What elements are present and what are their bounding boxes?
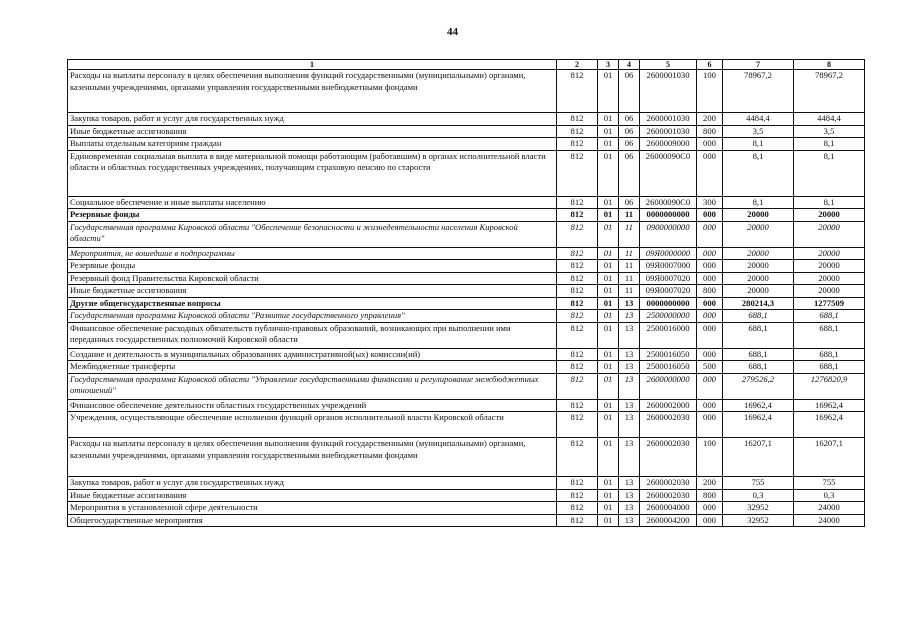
target-code: 0900000000: [640, 221, 697, 247]
admin-code: 812: [557, 348, 598, 361]
row-name: Закупка товаров, работ и услуг для государственных нужд: [68, 477, 557, 490]
section-code: 01: [598, 477, 619, 490]
expense-type: 000: [697, 272, 723, 285]
expense-type: 000: [697, 247, 723, 260]
section-code: 01: [598, 221, 619, 247]
section-code: 01: [598, 209, 619, 222]
amount-plan: 32952: [723, 502, 794, 515]
section-code: 01: [598, 70, 619, 113]
table-row: [68, 196, 865, 209]
expense-type: 100: [697, 438, 723, 477]
amount-plan: 280214,3: [723, 297, 794, 310]
subsection-code: 11: [619, 260, 640, 273]
target-code: 09Я0007000: [640, 260, 697, 273]
column-header: 3: [598, 60, 619, 70]
amount-plan: 20000: [723, 247, 794, 260]
subsection-code: 11: [619, 247, 640, 260]
amount-plan: 20000: [723, 285, 794, 298]
subsection-code: 13: [619, 412, 640, 438]
target-code: 0000000000: [640, 209, 697, 222]
amount-plan: 16962,4: [723, 399, 794, 412]
section-code: 01: [598, 399, 619, 412]
amount-plan: 8,1: [723, 196, 794, 209]
expense-type: 000: [697, 221, 723, 247]
expense-type: 800: [697, 125, 723, 138]
row-name: Социальное обеспечение и иные выплаты населению: [68, 196, 557, 209]
row-name: Государственная программа Кировской области "Развитие государственного управления": [68, 310, 557, 323]
section-code: 01: [598, 138, 619, 151]
table-row: [68, 285, 865, 298]
amount-plan-next: 1277509: [794, 297, 865, 310]
column-header: 6: [697, 60, 723, 70]
amount-plan-next: 688,1: [794, 322, 865, 348]
admin-code: 812: [557, 399, 598, 412]
target-code: 0000000000: [640, 297, 697, 310]
admin-code: 812: [557, 310, 598, 323]
amount-plan-next: 16962,4: [794, 412, 865, 438]
section-code: 01: [598, 502, 619, 515]
table-row: [68, 361, 865, 374]
admin-code: 812: [557, 361, 598, 374]
column-header: 2: [557, 60, 598, 70]
subsection-code: 13: [619, 310, 640, 323]
section-code: 01: [598, 297, 619, 310]
target-code: 2500016050: [640, 348, 697, 361]
header-row: [68, 60, 865, 70]
target-code: 09Я0007020: [640, 285, 697, 298]
subsection-code: 11: [619, 285, 640, 298]
expense-type: 000: [697, 150, 723, 196]
target-code: 2600001030: [640, 113, 697, 126]
section-code: 01: [598, 514, 619, 527]
column-header: 7: [723, 60, 794, 70]
column-header: 8: [794, 60, 865, 70]
admin-code: 812: [557, 221, 598, 247]
section-code: 01: [598, 322, 619, 348]
subsection-code: 06: [619, 138, 640, 151]
table-row: [68, 70, 865, 113]
target-code: 09Я0007020: [640, 272, 697, 285]
budget-table: [67, 59, 865, 527]
amount-plan-next: 16207,1: [794, 438, 865, 477]
expense-type: 000: [697, 412, 723, 438]
section-code: 01: [598, 361, 619, 374]
admin-code: 812: [557, 373, 598, 399]
target-code: 2600004200: [640, 514, 697, 527]
subsection-code: 11: [619, 209, 640, 222]
subsection-code: 06: [619, 150, 640, 196]
table-row: [68, 373, 865, 399]
admin-code: 812: [557, 209, 598, 222]
amount-plan-next: 16962,4: [794, 399, 865, 412]
subsection-code: 13: [619, 399, 640, 412]
table-row: [68, 272, 865, 285]
target-code: 2600001030: [640, 125, 697, 138]
amount-plan: 755: [723, 477, 794, 490]
row-name: Резервный фонд Правительства Кировской области: [68, 272, 557, 285]
section-code: 01: [598, 272, 619, 285]
amount-plan: 688,1: [723, 322, 794, 348]
section-code: 01: [598, 260, 619, 273]
target-code: 2500016050: [640, 361, 697, 374]
subsection-code: 13: [619, 477, 640, 490]
subsection-code: 13: [619, 514, 640, 527]
row-name: Другие общегосударственные вопросы: [68, 297, 557, 310]
amount-plan-next: 20000: [794, 221, 865, 247]
row-name: Учреждения, осуществляющие обеспечение исполнения функций органов исполнительной власти Кировской области: [68, 412, 557, 438]
table-row: [68, 113, 865, 126]
amount-plan: 0,3: [723, 489, 794, 502]
expense-type: 000: [697, 322, 723, 348]
row-name: Государственная программа Кировской области "Управление государственными финансами и регулирование межбюджетных отношений": [68, 373, 557, 399]
expense-type: 100: [697, 70, 723, 113]
admin-code: 812: [557, 113, 598, 126]
subsection-code: 13: [619, 322, 640, 348]
expense-type: 000: [697, 138, 723, 151]
amount-plan-next: 20000: [794, 272, 865, 285]
expense-type: 000: [697, 260, 723, 273]
column-header: 4: [619, 60, 640, 70]
amount-plan: 8,1: [723, 138, 794, 151]
expense-type: 800: [697, 489, 723, 502]
amount-plan: 32952: [723, 514, 794, 527]
target-code: 2600000000: [640, 373, 697, 399]
section-code: 01: [598, 125, 619, 138]
amount-plan-next: 755: [794, 477, 865, 490]
row-name: Мероприятия в установленной сфере деятельности: [68, 502, 557, 515]
amount-plan: 20000: [723, 209, 794, 222]
amount-plan-next: 8,1: [794, 196, 865, 209]
subsection-code: 06: [619, 70, 640, 113]
target-code: 2500000000: [640, 310, 697, 323]
amount-plan-next: 20000: [794, 285, 865, 298]
table-body: [68, 70, 865, 527]
table-row: [68, 260, 865, 273]
column-header: 5: [640, 60, 697, 70]
expense-type: 000: [697, 373, 723, 399]
admin-code: 812: [557, 322, 598, 348]
row-name: Расходы на выплаты персоналу в целях обеспечения выполнения функций государственными (муниципальными) органами, казенными учреждениями, органами управления государственными внебюджетными фондами: [68, 438, 557, 477]
admin-code: 812: [557, 150, 598, 196]
table-row: [68, 221, 865, 247]
target-code: 2600002030: [640, 477, 697, 490]
amount-plan-next: 688,1: [794, 310, 865, 323]
subsection-code: 13: [619, 348, 640, 361]
row-name: Государственная программа Кировской области "Обеспечение безопасности и жизнедеятельности населения Кировской области": [68, 221, 557, 247]
section-code: 01: [598, 285, 619, 298]
row-name: Мероприятия, не вошедшие в подпрограммы: [68, 247, 557, 260]
amount-plan: 78967,2: [723, 70, 794, 113]
subsection-code: 13: [619, 489, 640, 502]
row-name: Создание и деятельность в муниципальных образованиях административной(ых) комиссии(ий): [68, 348, 557, 361]
admin-code: 812: [557, 489, 598, 502]
table-row: [68, 477, 865, 490]
amount-plan: 279526,2: [723, 373, 794, 399]
amount-plan: 3,5: [723, 125, 794, 138]
row-name: Закупка товаров, работ и услуг для государственных нужд: [68, 113, 557, 126]
target-code: 2600002030: [640, 489, 697, 502]
expense-type: 000: [697, 514, 723, 527]
admin-code: 812: [557, 285, 598, 298]
admin-code: 812: [557, 502, 598, 515]
table-row: [68, 348, 865, 361]
table-row: [68, 412, 865, 438]
admin-code: 812: [557, 70, 598, 113]
amount-plan-next: 78967,2: [794, 70, 865, 113]
table-row: [68, 322, 865, 348]
page-number: 44: [447, 26, 458, 38]
table-row: [68, 297, 865, 310]
amount-plan-next: 20000: [794, 209, 865, 222]
admin-code: 812: [557, 514, 598, 527]
admin-code: 812: [557, 138, 598, 151]
table-row: [68, 310, 865, 323]
table-row: [68, 247, 865, 260]
target-code: 2600009000: [640, 138, 697, 151]
expense-type: 000: [697, 399, 723, 412]
amount-plan: 688,1: [723, 348, 794, 361]
column-header: 1: [68, 60, 557, 70]
amount-plan-next: 20000: [794, 247, 865, 260]
target-code: 26000090С0: [640, 196, 697, 209]
amount-plan-next: 8,1: [794, 138, 865, 151]
amount-plan-next: 24000: [794, 502, 865, 515]
target-code: 09Я0000000: [640, 247, 697, 260]
amount-plan-next: 20000: [794, 260, 865, 273]
expense-type: 000: [697, 310, 723, 323]
table-row: [68, 514, 865, 527]
amount-plan: 20000: [723, 260, 794, 273]
row-name: Иные бюджетные ассигнования: [68, 285, 557, 298]
amount-plan-next: 4484,4: [794, 113, 865, 126]
admin-code: 812: [557, 125, 598, 138]
subsection-code: 13: [619, 361, 640, 374]
section-code: 01: [598, 412, 619, 438]
amount-plan: 688,1: [723, 310, 794, 323]
expense-type: 000: [697, 297, 723, 310]
subsection-code: 13: [619, 438, 640, 477]
target-code: 2600002000: [640, 399, 697, 412]
amount-plan: 4484,4: [723, 113, 794, 126]
subsection-code: 11: [619, 221, 640, 247]
row-name: Финансовое обеспечение расходных обязательств публично-правовых образований, возникающих при выполнении ими переданных государственных полномочий Кировской области: [68, 322, 557, 348]
table-row: [68, 438, 865, 477]
section-code: 01: [598, 196, 619, 209]
row-name: Единовременная социальная выплата в виде материальной помощи работающим (работавшим) в органах исполнительной власти области и областных государственных учреждениях, получающим страховую пенсию по старости: [68, 150, 557, 196]
amount-plan-next: 0,3: [794, 489, 865, 502]
section-code: 01: [598, 113, 619, 126]
admin-code: 812: [557, 438, 598, 477]
table-row: [68, 125, 865, 138]
row-name: Резервные фонды: [68, 209, 557, 222]
section-code: 01: [598, 348, 619, 361]
row-name: Общегосударственные мероприятия: [68, 514, 557, 527]
subsection-code: 06: [619, 125, 640, 138]
section-code: 01: [598, 489, 619, 502]
table-row: [68, 150, 865, 196]
amount-plan-next: 1276820,9: [794, 373, 865, 399]
row-name: Иные бюджетные ассигнования: [68, 125, 557, 138]
amount-plan: 20000: [723, 221, 794, 247]
section-code: 01: [598, 438, 619, 477]
subsection-code: 13: [619, 373, 640, 399]
target-code: 2600001030: [640, 70, 697, 113]
amount-plan-next: 688,1: [794, 361, 865, 374]
row-name: Расходы на выплаты персоналу в целях обеспечения выполнения функций государственными (муниципальными) органами, казенными учреждениями, органами управления государственными внебюджетными фондами: [68, 70, 557, 113]
row-name: Выплаты отдельным категориям граждан: [68, 138, 557, 151]
row-name: Иные бюджетные ассигнования: [68, 489, 557, 502]
expense-type: 200: [697, 113, 723, 126]
section-code: 01: [598, 150, 619, 196]
expense-type: 000: [697, 209, 723, 222]
row-name: Финансовое обеспечение деятельности областных государственных учреждений: [68, 399, 557, 412]
table-row: [68, 399, 865, 412]
amount-plan: 16962,4: [723, 412, 794, 438]
admin-code: 812: [557, 412, 598, 438]
subsection-code: 13: [619, 502, 640, 515]
expense-type: 500: [697, 361, 723, 374]
amount-plan: 20000: [723, 272, 794, 285]
table-row: [68, 489, 865, 502]
row-name: Резервные фонды: [68, 260, 557, 273]
subsection-code: 13: [619, 297, 640, 310]
section-code: 01: [598, 247, 619, 260]
expense-type: 200: [697, 477, 723, 490]
admin-code: 812: [557, 272, 598, 285]
table-row: [68, 138, 865, 151]
amount-plan: 16207,1: [723, 438, 794, 477]
admin-code: 812: [557, 260, 598, 273]
target-code: 26000090С0: [640, 150, 697, 196]
admin-code: 812: [557, 196, 598, 209]
subsection-code: 06: [619, 196, 640, 209]
amount-plan: 8,1: [723, 150, 794, 196]
target-code: 2500016000: [640, 322, 697, 348]
amount-plan-next: 24000: [794, 514, 865, 527]
amount-plan-next: 3,5: [794, 125, 865, 138]
section-code: 01: [598, 310, 619, 323]
subsection-code: 11: [619, 272, 640, 285]
admin-code: 812: [557, 297, 598, 310]
expense-type: 000: [697, 348, 723, 361]
amount-plan: 688,1: [723, 361, 794, 374]
amount-plan-next: 8,1: [794, 150, 865, 196]
expense-type: 000: [697, 502, 723, 515]
target-code: 2600002030: [640, 438, 697, 477]
expense-type: 300: [697, 196, 723, 209]
expense-type: 800: [697, 285, 723, 298]
section-code: 01: [598, 373, 619, 399]
admin-code: 812: [557, 477, 598, 490]
target-code: 2600004000: [640, 502, 697, 515]
subsection-code: 06: [619, 113, 640, 126]
amount-plan-next: 688,1: [794, 348, 865, 361]
table-row: [68, 209, 865, 222]
table-row: [68, 502, 865, 515]
row-name: Межбюджетные трансферты: [68, 361, 557, 374]
target-code: 2600002030: [640, 412, 697, 438]
admin-code: 812: [557, 247, 598, 260]
